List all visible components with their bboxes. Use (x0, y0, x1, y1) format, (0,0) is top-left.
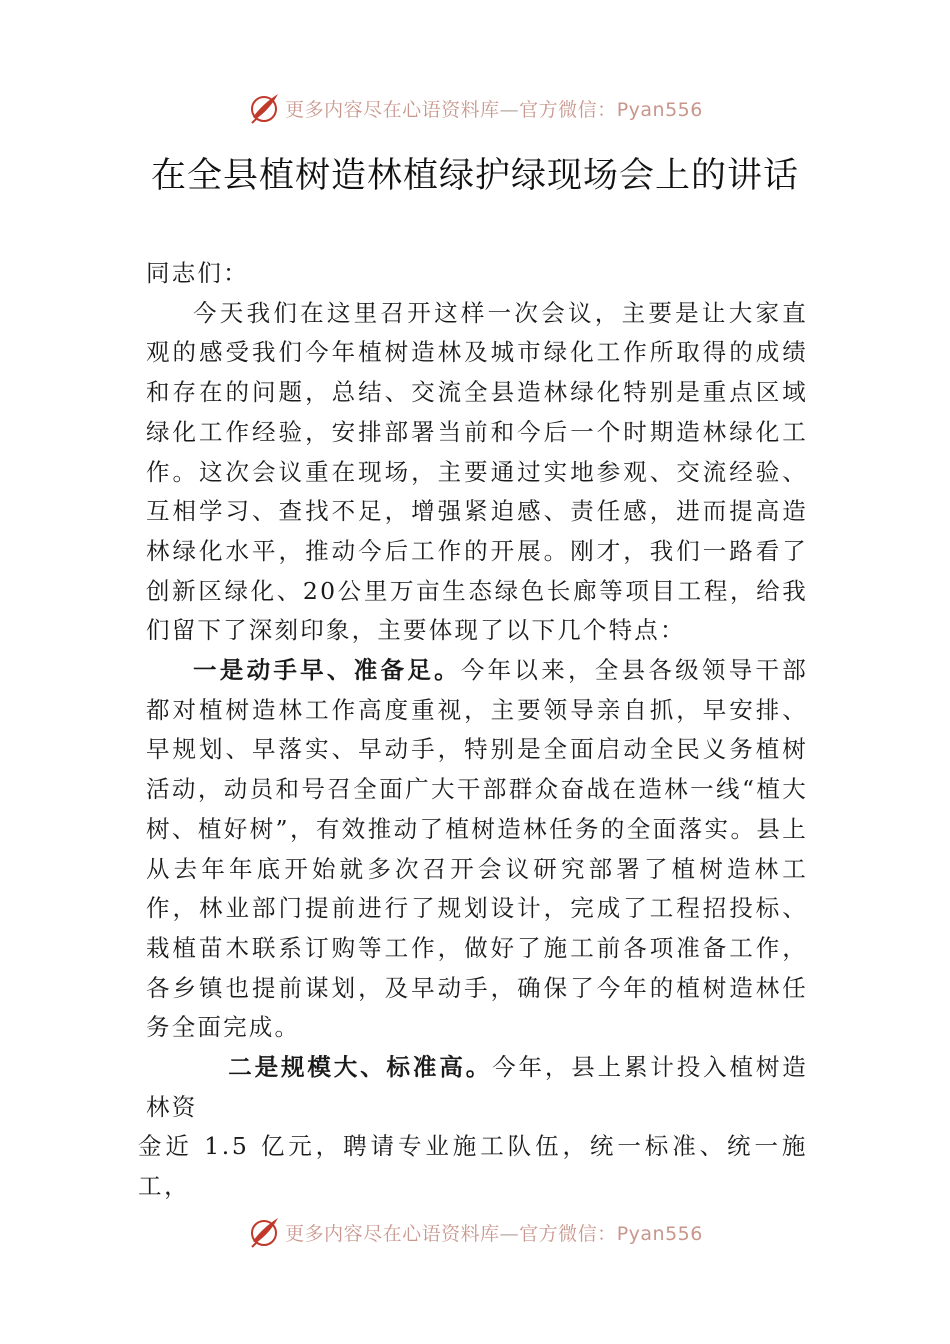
point-one-heading: 一是动手早、准备足。 (193, 656, 461, 685)
quill-logo-icon (247, 91, 281, 125)
speech-body (138, 254, 809, 1207)
document-title: 在全县植树造林植绿护绿现场会上的讲话 (150, 156, 799, 196)
point-one-paragraph (146, 651, 808, 1048)
point-two-body: 今年，县上累计投入植树造林资 (146, 1053, 809, 1121)
footer-watermark-banner (0, 1212, 950, 1252)
point-one-body: 今年以来，全县各级领导干部都对植树造林工作高度重视，主要领导亲自抓，早安排、早规划、早落实、早动手，特别是全面启动全民义务植树活动，动员和号召全面广大干部群众奋战在造林一线“植大树、植好树”，有效推动了植树造林任务的全面落实。县上从去年年底开始就多次召开会议研究部署了植树造林工作，林业部门提前进行了规划设计，完成了工程招投标、栽植苗木联系订购等工作，做好了施工前各项准备工作，各乡镇也提前谋划，及早动手，确保了今年的植树造林任务全面完成。 (146, 656, 808, 1042)
point-two-paragraph (146, 1048, 808, 1127)
quill-logo-icon (247, 1215, 281, 1249)
header-watermark-banner (0, 88, 950, 128)
salutation: 同志们： (146, 259, 249, 287)
watermark-text: 更多内容尽在心语资料库—官方微信：Pyan556 (285, 1222, 703, 1245)
point-two-continuation: 金近 1.5 亿元，聘请专业施工队伍，统一标准、统一施工， (138, 1132, 808, 1201)
watermark-text: 更多内容尽在心语资料库—官方微信：Pyan556 (285, 98, 703, 121)
point-two-heading: 二是规模大、标准高。 (228, 1053, 493, 1082)
intro-paragraph: 今天我们在这里召开这样一次会议，主要是让大家直观的感受我们今年植树造林及城市绿化工作所取得的成绩和存在的问题，总结、交流全县造林绿化特别是重点区域绿化工作经验，安排部署当前和今后一个时期造林绿化工作。这次会议重在现场，主要通过实地参观、交流经验、互相学习、查找不足，增强紧迫感、责任感，进而提高造林绿化水平，推动今后工作的开展。刚才，我们一路看了创新区绿化、20公里万亩生态绿色长廊等项目工程，给我们留下了深刻印象，主要体现了以下几个特点： (146, 298, 808, 645)
